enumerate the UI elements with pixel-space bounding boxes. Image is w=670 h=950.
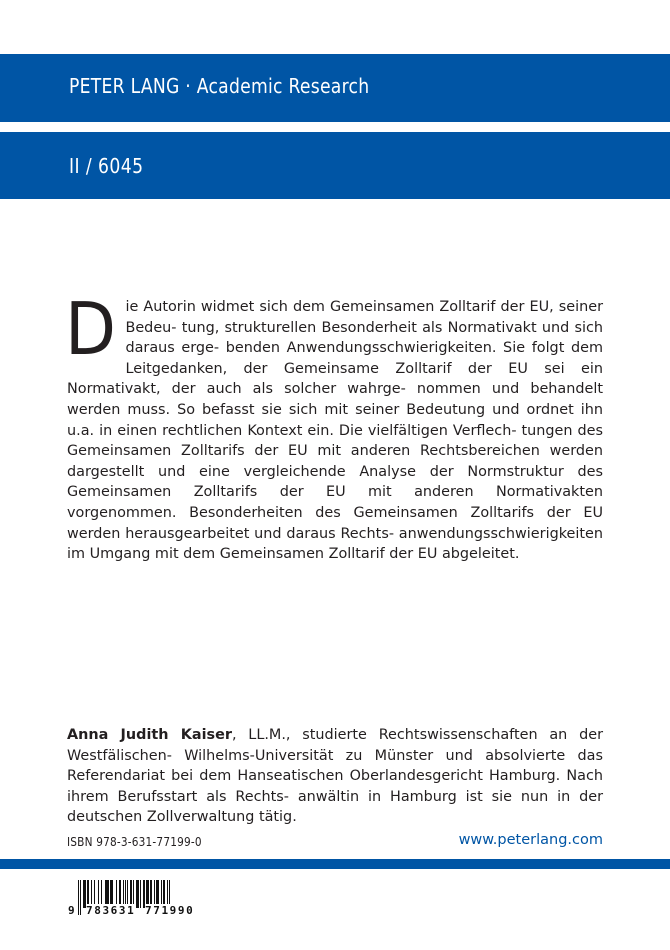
author-name: Anna Judith Kaiser [67, 727, 232, 743]
barcode [68, 876, 213, 920]
barcode-digits-left: 783631 [86, 904, 136, 917]
barcode-digit-first: 9 [68, 904, 77, 917]
blurb-paragraph [65, 287, 603, 565]
bio-paragraph [67, 725, 603, 828]
isbn: ISBN 978-3-631-77199-0 [67, 835, 202, 849]
drop-cap: D [65, 287, 117, 371]
barcode-digits-right: 771990 [145, 904, 195, 917]
blurb-text: ie Autorin widmet sich dem Gemeinsamen Zolltarif der EU, seiner Bedeu- tung, strukturellen Besonderheit als Normativakt und sich daraus erge- benden Anwendungsschwierigkeiten. Sie folgt dem Leitgedanken, der Gemeinsame Zolltarif der EU sei ein Normativakt, der auch als solcher wahrge- nommen und behandelt werden muss. So befasst sie sich mit seiner Bedeutung und ordnet ihn u.a. in einen rechtlichen Kontext ein. Die vielfältigen Verflech- tungen des Gemeinsamen Zolltarifs der EU mit anderen Rechtsbereichen werden dargestellt und eine vergleichende Analyse der Normstruktur des Gemeinsamen Zolltarifs der EU mit anderen Normativakten vorgenommen. Besonderheiten des Gemeinsamen Zolltarifs der EU werden herausgearbeitet und daraus Rechts- anwendungsschwierigkeiten im Umgang mit dem Gemeinsamen Zolltarif der EU abgeleitet. [67, 299, 603, 563]
bio-text: , LL.M., studierte Rechtswissenschaften an der Westfälischen- Wilhelms-Universität zu Münster und absolvierte das Referendariat bei dem Hanseatischen Oberlandesgericht Hamburg. Nach ihrem Berufsstart als Rechts- anwältin in Hamburg ist sie nun in der deutschen Zollverwaltung tätig. [67, 727, 603, 826]
series-number: II / 6045 [69, 154, 144, 178]
website-link[interactable]: www.peterlang.com [458, 832, 603, 848]
book-blurb [65, 287, 603, 565]
series-number-band [0, 132, 670, 199]
footer-info [67, 834, 603, 852]
series-title: PETER LANG · Academic Research [69, 74, 370, 98]
series-band [0, 54, 670, 122]
author-bio [67, 725, 603, 828]
footer-rule [0, 859, 670, 869]
